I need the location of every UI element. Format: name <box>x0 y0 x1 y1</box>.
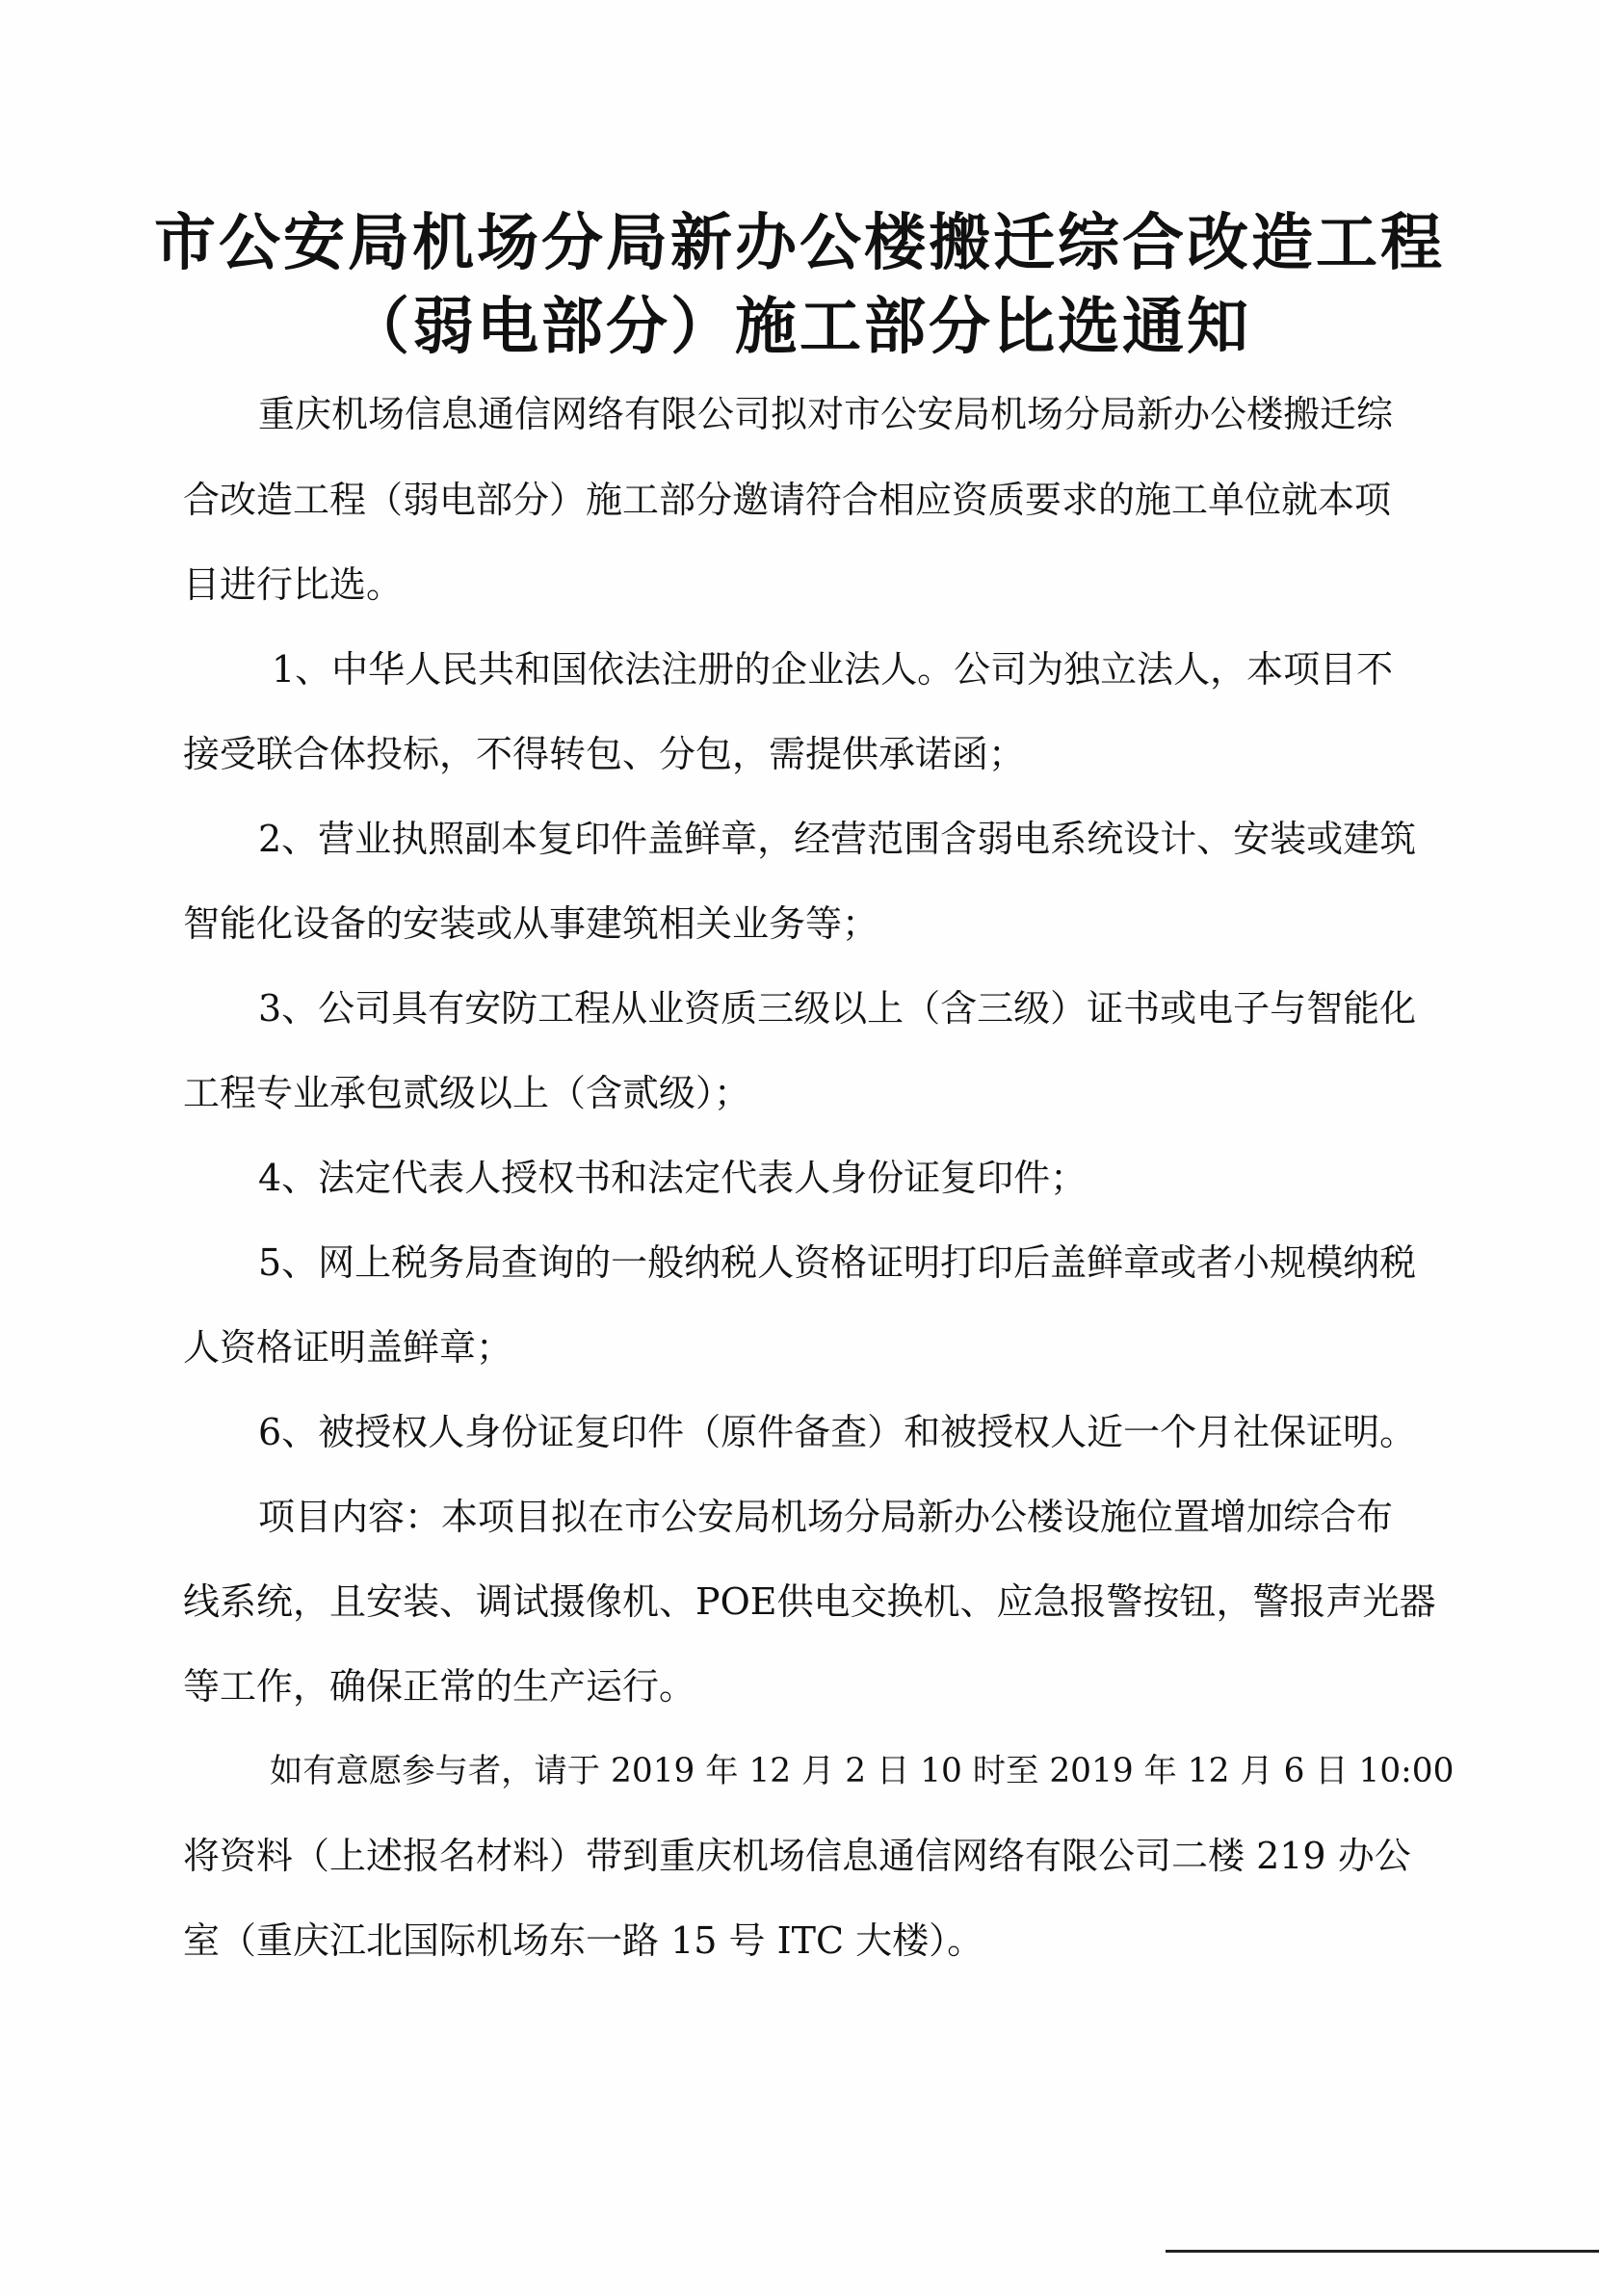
scan-edge-rule <box>1166 2250 1599 2253</box>
submission-line-2: 将资料（上述报名材料）带到重庆机场信息通信网络有限公司二楼 219 办公 <box>183 1835 1411 1877</box>
document-title-line-1: 市公安局机场分局新办公楼搬迁综合改造工程 <box>154 207 1445 279</box>
requirement-5-line-2: 人资格证明盖鲜章； <box>183 1326 513 1369</box>
document-title-line-2: （弱电部分）施工部分比选通知 <box>348 291 1251 363</box>
requirement-1-line-2: 接受联合体投标，不得转包、分包，需提供承诺函； <box>183 733 1026 775</box>
project-content-line-1: 项目内容：本项目拟在市公安局机场分局新办公楼设施位置增加综合布 <box>258 1496 1394 1538</box>
submission-line-1: 如有意愿参与者，请于 2019 年 12 月 2 日 10 时至 2019 年 12 月 6 日 10:00 <box>270 1752 1455 1790</box>
requirement-2-line-2: 智能化设备的安装或从事建筑相关业务等； <box>183 902 879 945</box>
project-content-line-3: 等工作，确保正常的生产运行。 <box>183 1665 696 1708</box>
requirement-1-line-1: 1、中华人民共和国依法注册的企业法人。公司为独立法人，本项目不 <box>272 648 1394 691</box>
intro-paragraph-line-1: 重庆机场信息通信网络有限公司拟对市公安局机场分局新办公楼搬迁综 <box>258 393 1394 435</box>
submission-line-3: 室（重庆江北国际机场东一路 15 号 ITC 大楼）。 <box>183 1919 984 1962</box>
requirement-3-line-1: 3、公司具有安防工程从业资质三级以上（含三级）证书或电子与智能化 <box>258 987 1417 1030</box>
requirement-4-line-1: 4、法定代表人授权书和法定代表人身份证复印件； <box>258 1157 1088 1199</box>
intro-paragraph-line-2: 合改造工程（弱电部分）施工部分邀请符合相应资质要求的施工单位就本项 <box>183 479 1392 521</box>
intro-paragraph-line-3: 目进行比选。 <box>183 563 404 606</box>
requirement-5-line-1: 5、网上税务局查询的一般纳税人资格证明打印后盖鲜章或者小规模纳税 <box>258 1241 1417 1284</box>
requirement-2-line-1: 2、营业执照副本复印件盖鲜章，经营范围含弱电系统设计、安装或建筑 <box>258 818 1417 860</box>
project-content-line-2: 线系统，且安装、调试摄像机、POE供电交换机、应急报警按钮，警报声光器 <box>183 1580 1436 1623</box>
requirement-6-line-1: 6、被授权人身份证复印件（原件备查）和被授权人近一个月社保证明。 <box>258 1411 1417 1453</box>
requirement-3-line-2: 工程专业承包贰级以上（含贰级）； <box>183 1072 751 1114</box>
